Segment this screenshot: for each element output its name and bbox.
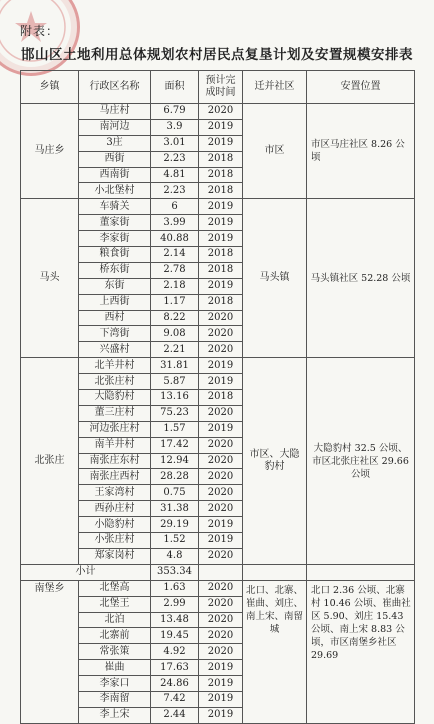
township-cell: 马头 [21, 199, 79, 358]
year-cell: 2019 [199, 374, 243, 390]
area-cell: 6.79 [151, 104, 199, 120]
village-cell: 西孙庄村 [79, 501, 151, 517]
area-cell: 2.44 [151, 707, 199, 723]
area-cell: 2.23 [151, 151, 199, 167]
area-cell: 17.42 [151, 437, 199, 453]
year-cell: 2018 [199, 294, 243, 310]
year-cell: 2018 [199, 183, 243, 199]
village-cell: 董家街 [79, 215, 151, 231]
year-cell: 2020 [199, 596, 243, 612]
village-cell: 郑家岗村 [79, 548, 151, 564]
area-cell: 1.52 [151, 533, 199, 549]
year-cell: 2018 [199, 167, 243, 183]
village-cell: 董三庄村 [79, 405, 151, 421]
village-cell: 南张庄西村 [79, 469, 151, 485]
year-cell: 2019 [199, 231, 243, 247]
area-cell: 1.57 [151, 421, 199, 437]
header-community: 迁并社区 [243, 71, 307, 104]
year-cell: 2020 [199, 310, 243, 326]
village-cell: 北泊 [79, 612, 151, 628]
village-cell: 李南留 [79, 691, 151, 707]
community-cell: 市区 [243, 104, 307, 199]
village-cell: 南张庄东村 [79, 453, 151, 469]
year-cell: 2020 [199, 485, 243, 501]
year-cell: 2018 [199, 262, 243, 278]
year-cell: 2020 [199, 342, 243, 358]
village-cell: 小北堡村 [79, 183, 151, 199]
area-cell: 13.48 [151, 612, 199, 628]
year-cell: 2019 [199, 421, 243, 437]
year-cell: 2020 [199, 326, 243, 342]
area-cell: 6 [151, 199, 199, 215]
subtotal-area: 353.34 [151, 564, 199, 580]
year-cell: 2019 [199, 676, 243, 692]
year-cell: 2020 [199, 469, 243, 485]
table-row [21, 358, 415, 374]
header-village: 行政区名称 [79, 71, 151, 104]
village-cell: 北堡高 [79, 580, 151, 596]
year-cell: 2019 [199, 533, 243, 549]
community-cell: 市区、大隐豹村 [243, 358, 307, 565]
year-cell: 2019 [199, 119, 243, 135]
area-cell: 19.45 [151, 628, 199, 644]
year-cell: 2020 [199, 644, 243, 660]
village-cell: 桥东街 [79, 262, 151, 278]
year-cell: 2019 [199, 135, 243, 151]
village-cell: 西村 [79, 310, 151, 326]
year-cell: 2020 [199, 437, 243, 453]
year-cell: 2020 [199, 453, 243, 469]
village-cell: 常张策 [79, 644, 151, 660]
position-cell: 市区马庄社区 8.26 公顷 [307, 104, 415, 199]
year-cell: 2018 [199, 247, 243, 263]
year-cell: 2019 [199, 358, 243, 374]
year-cell: 2020 [199, 548, 243, 564]
area-cell: 13.16 [151, 390, 199, 406]
area-cell: 3.99 [151, 215, 199, 231]
area-cell: 1.63 [151, 580, 199, 596]
empty-cell [307, 564, 415, 580]
village-cell: 李上宋 [79, 707, 151, 723]
village-cell: 上西街 [79, 294, 151, 310]
year-cell: 2019 [199, 215, 243, 231]
year-cell: 2019 [199, 278, 243, 294]
village-cell: 3庄 [79, 135, 151, 151]
village-cell: 东街 [79, 278, 151, 294]
position-cell: 马头镇社区 52.28 公顷 [307, 199, 415, 358]
area-cell: 75.23 [151, 405, 199, 421]
area-cell: 8.22 [151, 310, 199, 326]
area-cell: 31.38 [151, 501, 199, 517]
year-cell: 2020 [199, 628, 243, 644]
subtotal-row [21, 564, 415, 580]
year-cell: 2019 [199, 691, 243, 707]
area-cell: 28.28 [151, 469, 199, 485]
village-cell: 西南街 [79, 167, 151, 183]
village-cell: 北堡王 [79, 596, 151, 612]
village-cell: 北羊井村 [79, 358, 151, 374]
year-cell: 2020 [199, 612, 243, 628]
village-cell: 大隐豹村 [79, 390, 151, 406]
year-cell: 2020 [199, 501, 243, 517]
area-cell: 5.87 [151, 374, 199, 390]
subtotal-label: 小计 [21, 564, 151, 580]
area-cell: 4.92 [151, 644, 199, 660]
village-cell: 崔曲 [79, 660, 151, 676]
village-cell: 下湾街 [79, 326, 151, 342]
village-cell: 王家湾村 [79, 485, 151, 501]
area-cell: 2.23 [151, 183, 199, 199]
village-cell: 车骑关 [79, 199, 151, 215]
year-cell: 2020 [199, 405, 243, 421]
village-cell: 小隐豹村 [79, 517, 151, 533]
header-year: 预计完成时间 [199, 71, 243, 104]
community-cell: 马头镇 [243, 199, 307, 358]
year-cell: 2018 [199, 390, 243, 406]
village-cell: 河边张庄村 [79, 421, 151, 437]
village-cell: 南河边 [79, 119, 151, 135]
position-cell: 大隐豹村 32.5 公顷、市区北张庄社区 29.66 公顷 [307, 358, 415, 565]
area-cell: 2.18 [151, 278, 199, 294]
area-cell: 40.88 [151, 231, 199, 247]
village-cell: 小张庄村 [79, 533, 151, 549]
village-cell: 马庄村 [79, 104, 151, 120]
year-cell: 2019 [199, 517, 243, 533]
empty-cell [199, 564, 243, 580]
area-cell: 4.8 [151, 548, 199, 564]
page-title: 邯山区土地利用总体规划农村居民点复垦计划及安置规模安排表 [21, 47, 413, 63]
area-cell: 12.94 [151, 453, 199, 469]
area-cell: 2.14 [151, 247, 199, 263]
attachment-label: 附表： [20, 24, 60, 38]
year-cell: 2018 [199, 151, 243, 167]
header-township: 乡镇 [21, 71, 79, 104]
area-cell: 4.81 [151, 167, 199, 183]
position-cell: 北口 2.36 公顷、北寨村 10.46 公顷、崔曲社区 5.90、刘庄 15.43 公顷、南上宋 8.83 公顷，市区南堡乡社区 29.69 [307, 580, 415, 723]
year-cell: 2019 [199, 707, 243, 723]
table-header-row [21, 71, 415, 104]
area-cell: 2.21 [151, 342, 199, 358]
village-cell: 西街 [79, 151, 151, 167]
area-cell: 24.86 [151, 676, 199, 692]
township-cell: 北张庄 [21, 358, 79, 565]
village-cell: 兴盛村 [79, 342, 151, 358]
header-area: 面积 [151, 71, 199, 104]
year-cell: 2019 [199, 199, 243, 215]
area-cell: 3.01 [151, 135, 199, 151]
reclamation-plan-table [20, 70, 415, 724]
area-cell: 29.19 [151, 517, 199, 533]
area-cell: 9.08 [151, 326, 199, 342]
area-cell: 1.17 [151, 294, 199, 310]
year-cell: 2019 [199, 660, 243, 676]
empty-cell [243, 564, 307, 580]
village-cell: 北张庄村 [79, 374, 151, 390]
area-cell: 31.81 [151, 358, 199, 374]
community-cell: 北口、北寨、崔曲、刘庄、南上宋、南留城 [243, 580, 307, 723]
area-cell: 2.99 [151, 596, 199, 612]
area-cell: 3.9 [151, 119, 199, 135]
village-cell: 粮食街 [79, 247, 151, 263]
year-cell: 2020 [199, 104, 243, 120]
township-cell: 马庄乡 [21, 104, 79, 199]
village-cell: 南羊井村 [79, 437, 151, 453]
table-row [21, 199, 415, 215]
area-cell: 17.63 [151, 660, 199, 676]
village-cell: 北寨前 [79, 628, 151, 644]
table-row [21, 104, 415, 120]
village-cell: 李家口 [79, 676, 151, 692]
table-row [21, 580, 415, 596]
township-cell: 南堡乡 [21, 580, 79, 723]
area-cell: 7.42 [151, 691, 199, 707]
area-cell: 2.78 [151, 262, 199, 278]
year-cell: 2020 [199, 580, 243, 596]
area-cell: 0.75 [151, 485, 199, 501]
header-position: 安置位置 [307, 71, 415, 104]
village-cell: 李家街 [79, 231, 151, 247]
